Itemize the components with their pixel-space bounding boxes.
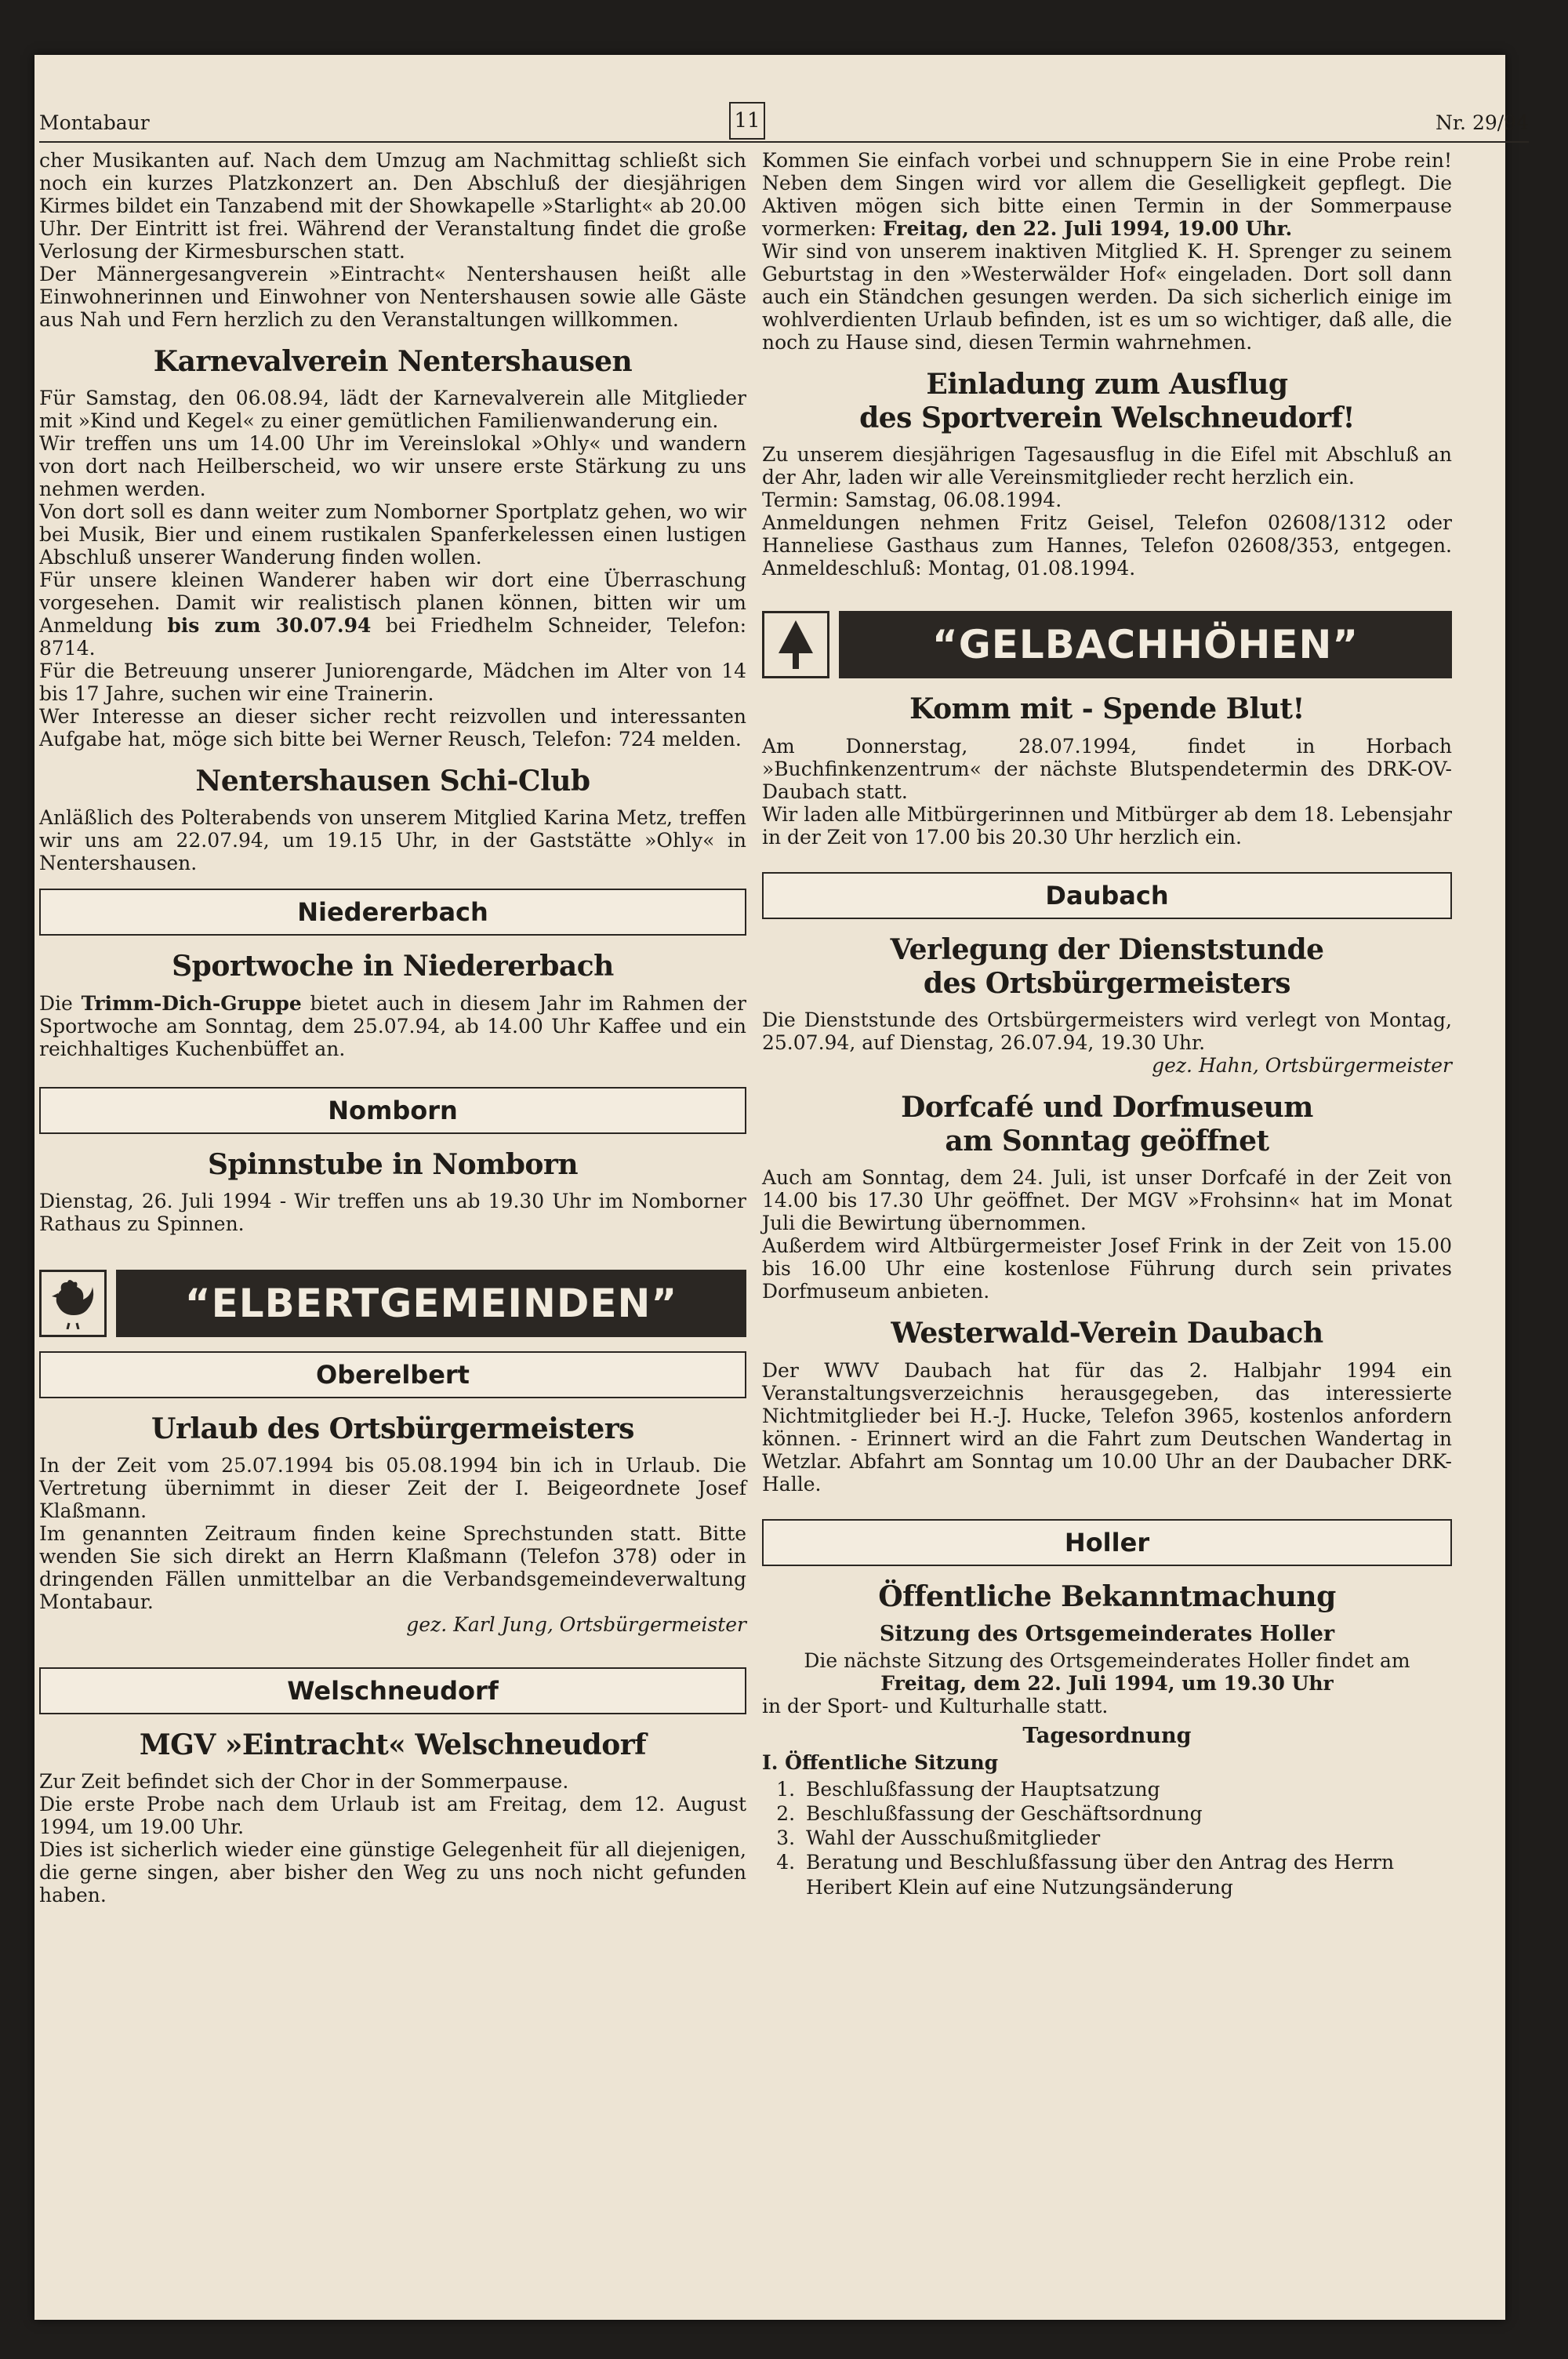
heading-dienststunde — [762, 933, 1452, 1001]
heading-schi-club: Nentershausen Schi-Club — [195, 765, 590, 798]
article-text: Wir laden alle Mitbürgerinnen und Mitbürger ab dem 18. Lebensjahr in der Zeit von 17.00 bis 20.30 Uhr herzlich ein. — [762, 802, 1452, 849]
article-text: Zur Zeit befindet sich der Chor in der Sommerpause. — [39, 1770, 569, 1794]
text-run: bei Friedhelm Schneider, Telefon: 8714. — [39, 614, 746, 660]
agenda-section-label: I. Öffentliche Sitzung — [762, 1750, 999, 1774]
article-text: Dienstag, 26. Juli 1994 - Wir treffen uns ab 19.30 Uhr im Nomborner Rathaus zu Spinnen. — [39, 1189, 746, 1235]
agenda-list — [762, 1777, 1452, 1899]
article-text: Im genannten Zeitraum finden keine Sprechstunden statt. Bitte wenden Sie sich direkt an Herrn Klaßmann (Telefon 378) oder in dringenden Fällen unmittelbar an die Verbandsgemeindeverwaltung Montabaur. — [39, 1521, 746, 1613]
heading-westerwald-verein: Westerwald-Verein Daubach — [891, 1317, 1323, 1350]
signature-line: gez. Karl Jung, Ortsbürgermeister — [406, 1612, 746, 1636]
banner-title: “ELBERTGEMEINDEN” — [116, 1270, 746, 1337]
section-box-niedererbach: Niedererbach — [39, 889, 746, 936]
article-text: In der Zeit vom 25.07.1994 bis 05.08.1994 bin ich in Urlaub. Die Vertretung übernimmt in dieser Zeit der I. Beigeordnete Josef Klaßmann. — [39, 1453, 746, 1522]
article-text: Auch am Sonntag, dem 24. Juli, ist unser Dorfcafé in der Zeit von 14.00 bis 17.30 Uhr geöffnet. Der MGV »Frohsinn« hat im Monat Juli die Bewirtung übernommen. — [762, 1166, 1452, 1235]
subheading-sitzung: Sitzung des Ortsgemeinderates Holler — [879, 1621, 1335, 1646]
heading-urlaub: Urlaub des Ortsbürgermeisters — [151, 1412, 634, 1445]
group-name: Trimm-Dich-Gruppe — [81, 991, 302, 1015]
heading-line: am Sonntag geöffnet — [945, 1125, 1269, 1158]
agenda-heading: Tagesordnung — [1022, 1723, 1192, 1748]
signature-line: gez. Hahn, Ortsbürgermeister — [1152, 1053, 1452, 1077]
article-text: Wer Interesse an dieser sicher recht reizvollen und interessanten Aufgabe hat, möge sich bitte bei Werner Reusch, Telefon: 724 melden. — [39, 705, 746, 751]
article-text: Außerdem wird Altbürgermeister Josef Frink in der Zeit von 15.00 bis 16.00 Uhr eine kostenlose Führung durch sein privates Dorfmuseum anbieten. — [762, 1234, 1452, 1303]
meeting-date-text: Freitag, dem 22. Juli 1994, um 19.30 Uhr — [880, 1671, 1334, 1695]
article-text: Von dort soll es dann weiter zum Nomborner Sportplatz gehen, wo wir bei Musik, Bier und einem rustikalen Spanferkelessen einen lustigen Abschluß unserer Wanderung finden wollen. — [39, 500, 746, 569]
tree-icon — [762, 611, 829, 678]
article-text — [39, 569, 746, 660]
heading-line: Verlegung der Dienststunde — [890, 932, 1324, 966]
event-date: Freitag, den 22. Juli 1994, 19.00 Uhr. — [883, 217, 1293, 240]
heading-line: des Ortsbürgermeisters — [923, 966, 1291, 1000]
left-column — [39, 149, 746, 1906]
heading-dorfcafe — [762, 1091, 1452, 1158]
agenda-item: 2. Beschlußfassung der Geschäftsordnung — [801, 1801, 1452, 1826]
page-number: 11 — [729, 102, 765, 140]
text-run: Für unsere kleinen Wanderer haben wir dort eine Überraschung vorgesehen. Damit wir realistisch planen können, bitten wir um Anmeldung — [39, 569, 746, 638]
rooster-icon — [39, 1270, 107, 1337]
heading-line: des Sportverein Welschneudorf! — [859, 402, 1355, 435]
article-text: Die Dienststunde des Ortsbürgermeisters wird verlegt von Montag, 25.07.94, auf Dienstag, 26.07.94, 19.30 Uhr. — [762, 1008, 1452, 1054]
heading-spinnstube: Spinnstube in Nomborn — [207, 1147, 579, 1181]
section-box-daubach: Daubach — [762, 872, 1452, 919]
agenda-item: 1. Beschlußfassung der Hauptsatzung — [801, 1777, 1452, 1801]
text-run: Kommen Sie einfach vorbei und schnuppern Sie in eine Probe rein! Neben dem Singen wird vor allem die Geselligkeit gepflegt. Die Aktiven mögen sich bitte einen Termin in der Sommerpause vormerken: — [762, 149, 1452, 240]
banner-gelbachhoehen — [762, 611, 1452, 678]
heading-mgv: MGV »Eintracht« Welschneudorf — [139, 1728, 647, 1761]
article-text: Dies ist sicherlich wieder eine günstige Gelegenheit für all diejenigen, die gerne singen, aber bisher den Weg zu uns noch nicht gefunden haben. — [39, 1838, 746, 1907]
heading-blutspende: Komm mit - Spende Blut! — [909, 692, 1305, 726]
article-text: Wir sind von unserem inaktiven Mitglied K. H. Sprenger zu seinem Geburtstag in den »Westerwälder Hof« eingeladen. Dort soll dann auch ein Ständchen gesungen werden. Da sich sicherlich einige im wohlverdienten Urlaub befinden, ist es um so wichtiger, daß alle, die noch zu Hause sind, diesen Termin wahrnehmen. — [762, 240, 1452, 354]
article-text: Termin: Samstag, 06.08.1994. — [762, 489, 1062, 512]
section-box-holler: Holler — [762, 1519, 1452, 1566]
text-run: bietet auch in diesem Jahr im Rahmen der Sportwoche am Sonntag, dem 25.07.94, ab 14.00 Uhr Kaffee und ein reichhaltiges Kuchenbüffet an. — [39, 991, 746, 1060]
article-text: Der WWV Daubach hat für das 2. Halbjahr 1994 ein Veranstaltungsverzeichnis herausgegeben, das interessierte Nichtmitglieder bei H.-J. Hucke, Telefon 3965, kostenlos anfordern können. - Erinnert wird an die Fahrt zum Deutschen Wandertag in Wetzlar. Abfahrt am Sonntag um 10.00 Uhr an der Daubacher DRK-Halle. — [762, 1358, 1452, 1496]
right-column — [762, 149, 1452, 1899]
section-box-nomborn: Nomborn — [39, 1087, 746, 1134]
page-header — [39, 102, 1529, 143]
article-text: Wir treffen uns um 14.00 Uhr im Vereinslokal »Ohly« und wandern von dort nach Heilberscheid, wo wir unsere erste Stärkung zu uns nehmen werden. — [39, 432, 746, 501]
article-text — [39, 992, 746, 1060]
section-box-oberelbert: Oberelbert — [39, 1351, 746, 1398]
text-run: Die — [39, 991, 82, 1015]
section-box-welschneudorf: Welschneudorf — [39, 1667, 746, 1714]
article-text: Zu unserem diesjährigen Tagesausflug in die Eifel mit Abschluß an der Ahr, laden wir alle Vereinsmitglieder recht herzlich ein. — [762, 443, 1452, 489]
deadline-date: bis zum 30.07.94 — [167, 614, 372, 638]
issue-number: Nr. 29/94 — [1435, 111, 1529, 134]
heading-bekanntmachung: Öffentliche Bekanntmachung — [878, 1579, 1336, 1613]
meeting-date — [762, 1672, 1452, 1695]
article-text: cher Musikanten auf. Nach dem Umzug am Nachmittag schließt sich noch ein kurzes Platzkonzert an. Den Abschluß der diesjährigen Kirmes bildet ein Tanzabend mit der Showkapelle »Starlight« ab 20.00 Uhr. Der Eintritt ist frei. Während der Veranstaltung findet die große Verlosung der Kirmesburschen statt. — [39, 149, 746, 263]
article-text: Der Männergesangverein »Eintracht« Nentershausen heißt alle Einwohnerinnen und Einwohner von Nentershausen sowie alle Gäste aus Nah und Fern herzlich zu den Veranstaltungen willkommen. — [39, 263, 746, 331]
agenda-item: 4. Beratung und Beschlußfassung über den Antrag des Herrn Heribert Klein auf eine Nutzungsänderung — [801, 1850, 1452, 1899]
header-town: Montabaur — [39, 111, 150, 134]
heading-sportwoche: Sportwoche in Niedererbach — [172, 950, 614, 983]
agenda-section — [762, 1751, 1452, 1774]
article-text: in der Sport- und Kulturhalle statt. — [762, 1694, 1109, 1717]
banner-elbertgemeinden — [39, 1270, 746, 1337]
article-text — [762, 149, 1452, 240]
heading-line: Einladung zum Ausflug — [926, 368, 1288, 401]
heading-line: Dorfcafé und Dorfmuseum — [901, 1090, 1313, 1124]
article-text: Die nächste Sitzung des Ortsgemeinderates Holler findet am — [804, 1648, 1410, 1672]
heading-ausflug — [762, 368, 1452, 435]
article-text: Anmeldungen nehmen Fritz Geisel, Telefon 02608/1312 oder Hanneliese Gasthaus zum Hannes, Telefon 02608/353, entgegen. Anmeldeschluß: Montag, 01.08.1994. — [762, 511, 1452, 580]
article-text: Anläßlich des Polterabends von unserem Mitglied Karina Metz, treffen wir uns am 22.07.94, um 19.15 Uhr, in der Gaststätte »Ohly« in Nentershausen. — [39, 806, 746, 875]
agenda-item: 3. Wahl der Ausschußmitglieder — [801, 1826, 1452, 1850]
heading-karnevalverein: Karnevalverein Nentershausen — [153, 345, 633, 378]
banner-title: “GELBACHHÖHEN” — [839, 611, 1452, 678]
article-text: Die erste Probe nach dem Urlaub ist am Freitag, dem 12. August 1994, um 19.00 Uhr. — [39, 1793, 746, 1839]
article-text: Für Samstag, den 06.08.94, lädt der Karnevalverein alle Mitglieder mit »Kind und Kegel« zu einer gemütlichen Familienwanderung ein. — [39, 387, 746, 433]
article-text: Am Donnerstag, 28.07.1994, findet in Horbach »Buchfinkenzentrum« der nächste Blutspendetermin des DRK-OV-Daubach statt. — [762, 734, 1452, 803]
article-text: Für die Betreuung unserer Juniorengarde, Mädchen im Alter von 14 bis 17 Jahre, suchen wir eine Trainerin. — [39, 660, 746, 706]
